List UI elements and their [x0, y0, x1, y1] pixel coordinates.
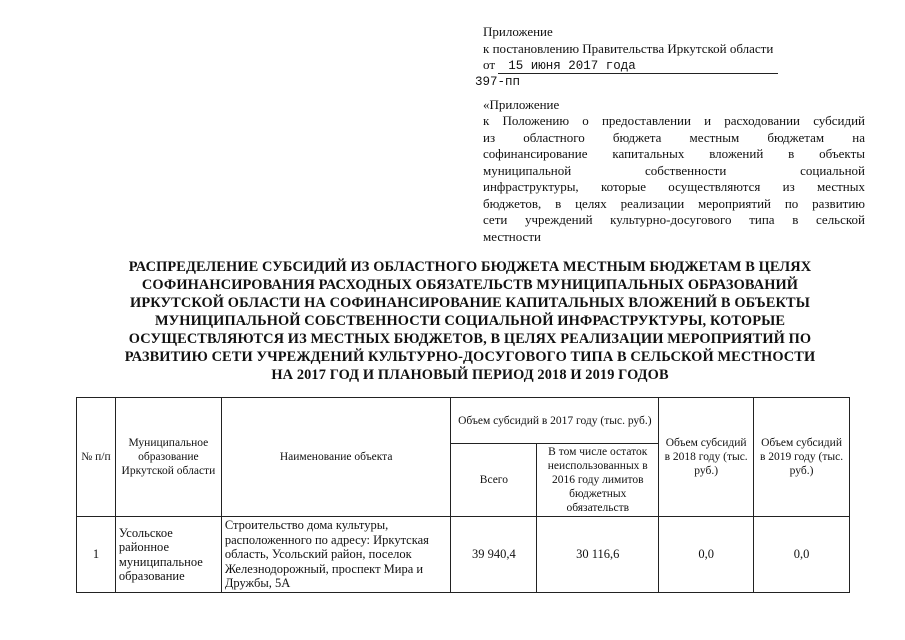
title-line: РАСПРЕДЕЛЕНИЕ СУБСИДИЙ ИЗ ОБЛАСТНОГО БЮДЖЕТА МЕСТНЫМ БЮДЖЕТАМ В ЦЕЛЯХ	[128, 259, 812, 275]
row-incl-unused: 30 116,6	[537, 517, 659, 593]
header-num: № п/п	[77, 398, 116, 517]
row-2019: 0,0	[754, 517, 850, 593]
row-object: Строительство дома культуры, расположенного по адресу: Иркутская область, Усольский район, поселок Железнодорожный, проспект Мира и Дружбы, 5А	[221, 517, 451, 593]
regulation-line: муниципальной собственности социальной	[483, 162, 865, 178]
regulation-line: бюджетов, в целях реализации мероприятий по развитию	[483, 195, 865, 211]
title-line: РАЗВИТИЮ СЕТИ УЧРЕЖДЕНИЙ КУЛЬТУРНО-ДОСУГОВОГО ТИПА В СЕЛЬСКОЙ МЕСТНОСТИ	[124, 349, 816, 365]
title-line: МУНИЦИПАЛЬНОЙ СОБСТВЕННОСТИ СОЦИАЛЬНОЙ ИНФРАСТРУКТУРЫ, КОТОРЫЕ	[154, 313, 786, 329]
regulation-line-last: местности	[483, 228, 541, 244]
title-line: ОСУЩЕСТВЛЯЮТСЯ ИЗ МЕСТНЫХ БЮДЖЕТОВ, В ЦЕЛЯХ РЕАЛИЗАЦИИ МЕРОПРИЯТИЙ ПО	[128, 331, 812, 347]
table-row	[77, 517, 850, 593]
header-object: Наименование объекта	[221, 398, 451, 517]
resolution-number: 397-пп	[475, 75, 521, 89]
date-prefix: от	[483, 57, 496, 72]
row-total: 39 940,4	[451, 517, 537, 593]
resolution-date-row	[483, 57, 865, 74]
header-incl-unused: В том числе остаток неиспользованных в 2016 году лимитов бюджетных обязательств	[537, 444, 659, 517]
header-subsidy-2018: Объем субсидий в 2018 году (тыс. руб.)	[659, 398, 754, 517]
regulation-line: к Положению о предоставлении и расходовании субсидий	[483, 113, 865, 128]
title-line: ИРКУТСКОЙ ОБЛАСТИ НА СОФИНАНСИРОВАНИЕ КАПИТАЛЬНЫХ ВЛОЖЕНИЙ В ОБЪЕКТЫ	[130, 295, 810, 311]
title-line: СОФИНАНСИРОВАНИЯ РАСХОДНЫХ ОБЯЗАТЕЛЬСТВ МУНИЦИПАЛЬНЫХ ОБРАЗОВАНИЙ	[141, 277, 799, 293]
regulation-text	[483, 113, 865, 245]
regulation-appendix-label: «Приложение	[483, 96, 560, 112]
resolution-reference: к постановлению Правительства Иркутской области	[483, 40, 774, 56]
regulation-line: инфраструктуры, которые осуществляются из местных	[483, 179, 865, 194]
row-2018: 0,0	[659, 517, 754, 593]
resolution-date: 15 июня 2017 года	[498, 60, 778, 74]
regulation-line: софинансирование капитальных вложений в объекты	[483, 146, 865, 161]
header-municipality: Муниципальное образование Иркутской области	[115, 398, 221, 517]
header-subsidy-2017: Объем субсидий в 2017 году (тыс. руб.)	[451, 398, 659, 444]
header-subsidy-2019: Объем субсидий в 2019 году (тыс. руб.)	[754, 398, 850, 517]
title-line: НА 2017 ГОД И ПЛАНОВЫЙ ПЕРИОД 2018 И 2019 ГОДОВ	[271, 367, 669, 383]
row-municipality: Усольское районное муниципальное образование	[115, 517, 221, 593]
regulation-line: из областного бюджета местным бюджетам на	[483, 129, 865, 145]
document-title	[100, 258, 840, 384]
appendix-block	[475, 24, 865, 245]
row-num: 1	[77, 517, 116, 593]
appendix-label: Приложение	[483, 24, 553, 39]
regulation-line: сети учреждений культурно-досугового типа в сельской	[483, 212, 865, 227]
subsidy-table	[76, 397, 850, 593]
header-total: Всего	[451, 444, 537, 517]
